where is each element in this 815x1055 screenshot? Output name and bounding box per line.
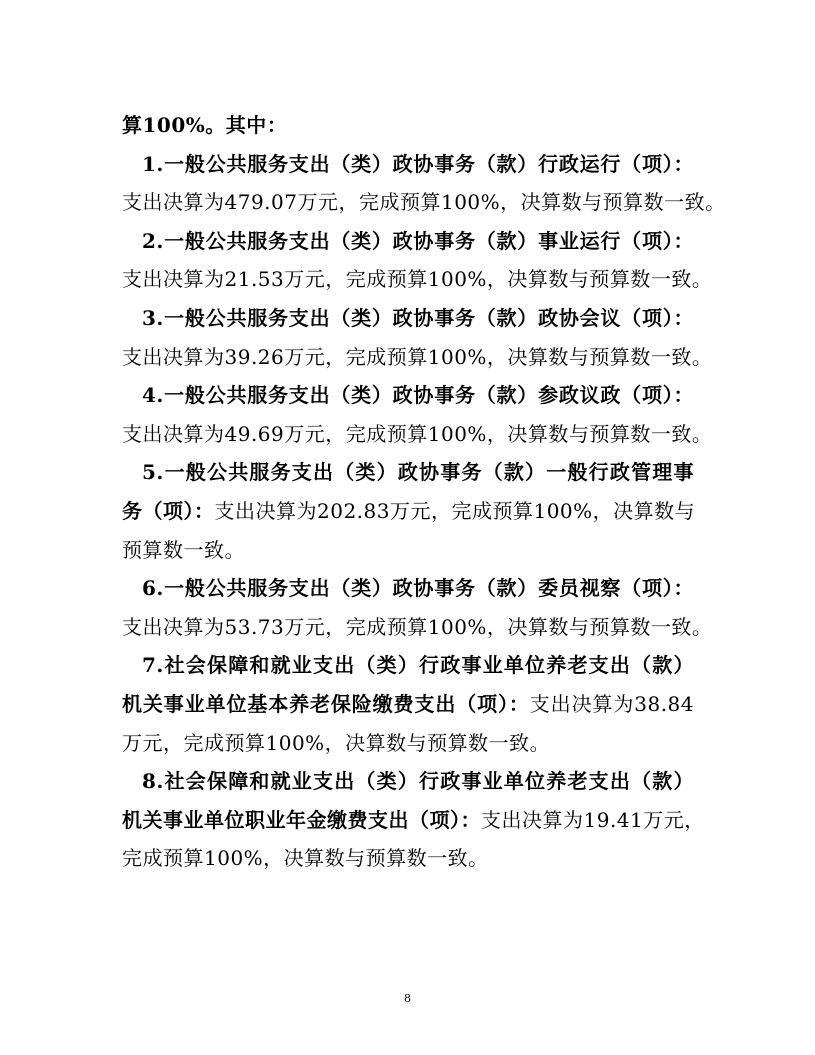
- item-7-line2: [122, 685, 694, 724]
- item-5-heading-line1: 5.一般公共服务支出（类）政协事务（款）一般行政管理事: [142, 460, 694, 485]
- item-8-heading-line1: 8.社会保障和就业支出（类）行政事业单位养老支出（款）: [142, 769, 694, 794]
- item-8-line2: [122, 801, 705, 840]
- item-3-body: 支出决算为39.26万元，完成预算100%，决算数与预算数一致。: [122, 344, 713, 369]
- item-3-heading: 3.一般公共服务支出（类）政协事务（款）政协会议（项）：: [142, 305, 694, 330]
- item-7-heading-line1: 7.社会保障和就业支出（类）行政事业单位养老支出（款）: [142, 653, 694, 678]
- item-7-heading-line2: 机关事业单位基本养老保险缴费支出（项）：: [122, 691, 530, 716]
- item-8-body-line3: 完成预算100%，决算数与预算数一致。: [122, 846, 489, 871]
- item-7-body-line2: 支出决算为38.84: [529, 691, 694, 716]
- item-4-heading: 4.一般公共服务支出（类）政协事务（款）参政议政（项）：: [142, 383, 694, 408]
- intro-line: 算100%。其中：: [122, 113, 288, 137]
- page-number: 8: [404, 992, 411, 1005]
- item-5-heading-line2: 务（项）：: [122, 498, 215, 523]
- item-2-body: 支出决算为21.53万元，完成预算100%，决算数与预算数一致。: [122, 267, 713, 292]
- item-6-body: 支出决算为53.73万元，完成预算100%，决算数与预算数一致。: [122, 614, 713, 639]
- item-6-heading: 6.一般公共服务支出（类）政协事务（款）委员视察（项）：: [142, 576, 694, 601]
- item-5-body-line3: 预算数一致。: [122, 537, 245, 562]
- item-2-heading: 2.一般公共服务支出（类）政协事务（款）事业运行（项）：: [142, 228, 694, 253]
- item-5-body-line2: 支出决算为202.83万元，完成预算100%，决算数与: [214, 498, 696, 523]
- item-8-body-line2: 支出决算为19.41万元，: [481, 807, 705, 832]
- item-7-body-line3: 万元，完成预算100%，决算数与预算数一致。: [122, 730, 551, 755]
- document-body: [122, 106, 726, 878]
- item-1-heading: 1.一般公共服务支出（类）政协事务（款）行政运行（项）：: [142, 151, 694, 176]
- item-1-body: 支出决算为479.07万元，完成预算100%，决算数与预算数一致。: [122, 190, 726, 215]
- item-5-line2: [122, 492, 694, 531]
- item-4-body: 支出决算为49.69万元，完成预算100%，决算数与预算数一致。: [122, 421, 713, 446]
- item-8-heading-line2: 机关事业单位职业年金缴费支出（项）：: [122, 807, 481, 832]
